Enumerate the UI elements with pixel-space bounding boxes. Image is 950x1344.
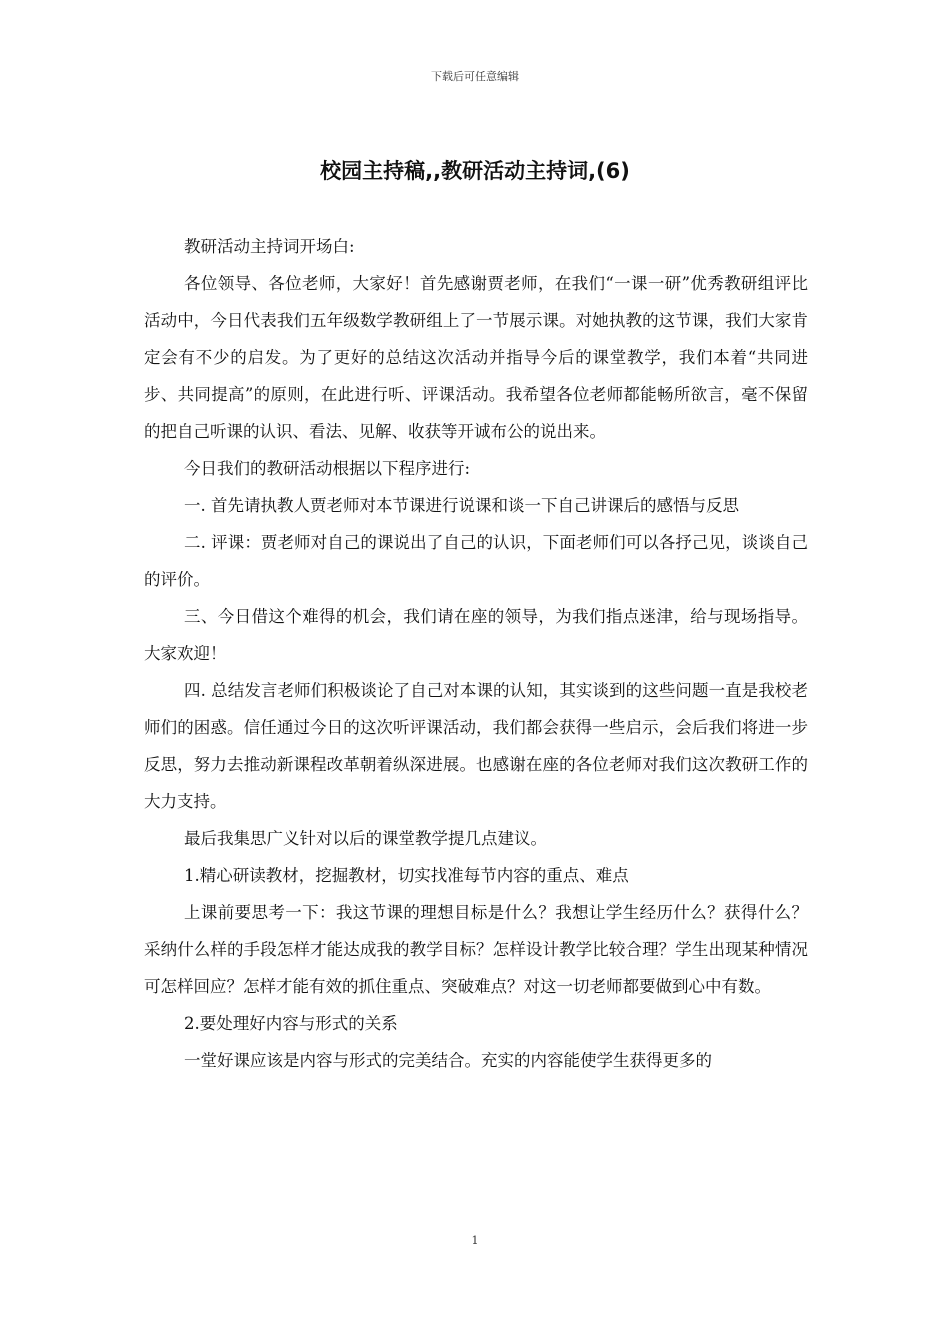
paragraph: 四. 总结发言老师们积极谈论了自己对本课的认知，其实谈到的这些问题一直是我校老师们的困惑。信任通过今日的这次听评课活动，我们都会获得一些启示，会后我们将进一步反思，努力去推动新课程改革朝着纵深进展。也感谢在座的各位老师对我们这次教研工作的大力支持。 — [144, 681, 808, 811]
paragraph: 2.要处理好内容与形式的关系 — [184, 1014, 398, 1033]
paragraph: 二. 评课：贾老师对自己的课说出了自己的认识，下面老师们可以各抒己见，谈谈自己的评价。 — [144, 533, 808, 589]
document-body — [144, 228, 808, 1079]
paragraph: 教研活动主持词开场白: — [184, 237, 355, 256]
paragraph: 上课前要思考一下：我这节课的理想目标是什么？我想让学生经历什么？获得什么？采纳什么样的手段怎样才能达成我的教学目标？怎样设计教学比较合理？学生出现某种情况可怎样回应？怎样才能有效的抓住重点、突破难点？对这一切老师都要做到心中有数。 — [144, 903, 808, 996]
page-number: 1 — [471, 1234, 479, 1247]
document-title: 校园主持稿,,教研活动主持词,(6) — [320, 159, 630, 183]
paragraph: 一. 首先请执教人贾老师对本节课进行说课和谈一下自己讲课后的感悟与反思 — [184, 496, 739, 515]
paragraph: 今日我们的教研活动根据以下程序进行: — [184, 459, 471, 478]
paragraph: 最后我集思广义针对以后的课堂教学提几点建议。 — [184, 829, 547, 848]
header-note: 下载后可任意编辑 — [431, 70, 519, 83]
paragraph: 三、今日借这个难得的机会，我们请在座的领导，为我们指点迷津，给与现场指导。大家欢迎！ — [144, 607, 808, 663]
paragraph: 一堂好课应该是内容与形式的完美结合。充实的内容能使学生获得更多的 — [184, 1051, 712, 1070]
paragraph: 各位领导、各位老师，大家好！首先感谢贾老师，在我们“一课一研”优秀教研组评比活动中，今日代表我们五年级数学教研组上了一节展示课。对她执教的这节课，我们大家肯定会有不少的启发。为了更好的总结这次活动并指导今后的课堂教学，我们本着“共同进步、共同提高”的原则，在此进行听、评课活动。我希望各位老师都能畅所欲言，毫不保留的把自己听课的认识、看法、见解、收获等开诚布公的说出来。 — [144, 274, 808, 441]
paragraph: 1.精心研读教材，挖掘教材，切实找准每节内容的重点、难点 — [184, 866, 629, 885]
